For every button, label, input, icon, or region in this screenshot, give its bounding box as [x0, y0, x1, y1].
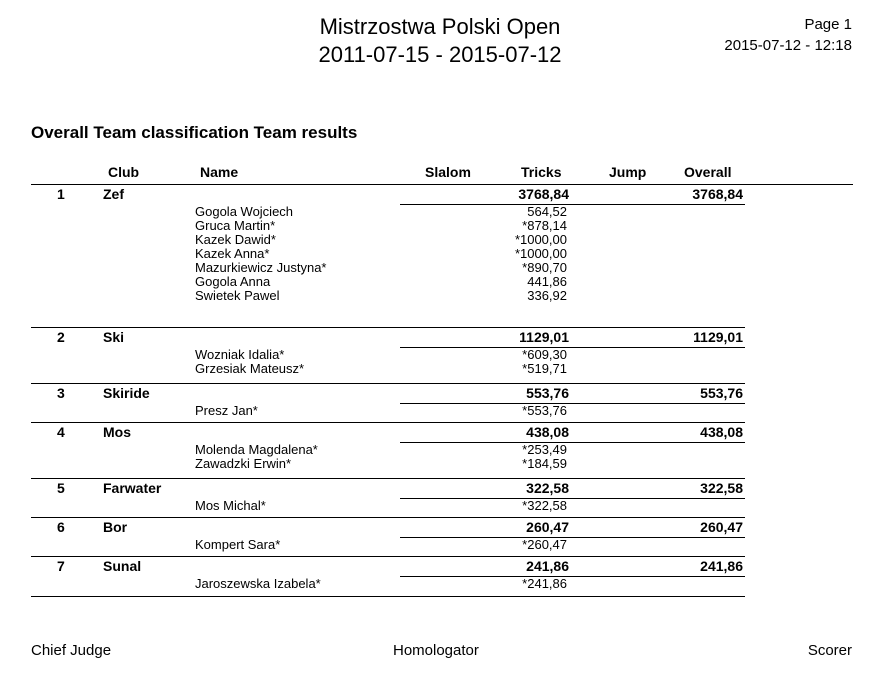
team-club: Farwater [103, 480, 162, 496]
member-name: Mazurkiewicz Justyna* [195, 260, 327, 275]
chief-judge-label: Chief Judge [31, 642, 112, 659]
team-club: Mos [103, 424, 131, 440]
member-name: Swietek Pawel [195, 288, 280, 303]
member-name: Kompert Sara* [195, 537, 281, 552]
member-name: Jaroszewska Izabela* [195, 576, 321, 591]
print-timestamp: 2015-07-12 - 12:18 [724, 37, 852, 54]
team-total-rule [400, 204, 745, 205]
team-separator-rule [31, 478, 745, 479]
team-tricks-total: 241,86 [526, 558, 569, 574]
homologator-label: Homologator [393, 642, 479, 659]
team-total-rule [400, 442, 745, 443]
team-tricks-total: 322,58 [526, 480, 569, 496]
member-name: Molenda Magdalena* [195, 442, 318, 457]
member-tricks: 441,86 [527, 274, 567, 289]
col-header-overall: Overall [684, 164, 732, 180]
member-name: Presz Jan* [195, 403, 258, 418]
team-separator-rule [31, 517, 745, 518]
member-tricks: *184,59 [522, 456, 567, 471]
team-total-rule [400, 403, 745, 404]
header-rule [31, 184, 853, 185]
team-rank: 5 [57, 480, 65, 496]
member-tricks: *322,58 [522, 498, 567, 513]
member-tricks: *519,71 [522, 361, 567, 376]
member-name: Wozniak Idalia* [195, 347, 285, 362]
member-tricks: *609,30 [522, 347, 567, 362]
team-tricks-total: 3768,84 [518, 186, 569, 202]
member-tricks: 564,52 [527, 204, 567, 219]
team-rank: 4 [57, 424, 65, 440]
col-header-club: Club [108, 164, 140, 180]
team-tricks-total: 260,47 [526, 519, 569, 535]
team-rank: 3 [57, 385, 65, 401]
team-club: Skiride [103, 385, 150, 401]
team-tricks-total: 1129,01 [519, 329, 569, 345]
member-name: Grzesiak Mateusz* [195, 361, 305, 376]
team-club: Bor [103, 519, 128, 535]
page-number: Page 1 [804, 16, 852, 33]
team-total-rule [400, 347, 745, 348]
team-rank: 7 [57, 558, 65, 574]
team-overall-total: 1129,01 [693, 329, 743, 345]
team-tricks-total: 438,08 [526, 424, 569, 440]
member-tricks: 336,92 [527, 288, 567, 303]
member-tricks: *1000,00 [514, 232, 567, 247]
team-overall-total: 241,86 [700, 558, 743, 574]
team-total-rule [400, 498, 745, 499]
member-tricks: *253,49 [522, 442, 567, 457]
scorer-label: Scorer [807, 642, 852, 659]
team-separator-rule [31, 422, 745, 423]
team-rank: 6 [57, 519, 65, 535]
team-club: Sunal [103, 558, 142, 574]
col-header-slalom: Slalom [425, 164, 471, 180]
team-overall-total: 3768,84 [692, 186, 743, 202]
member-tricks: *553,76 [522, 403, 567, 418]
event-title: Mistrzostwa Polski Open [319, 14, 561, 39]
team-tricks-total: 553,76 [526, 385, 569, 401]
member-tricks: *241,86 [522, 576, 567, 591]
member-tricks: *260,47 [522, 537, 567, 552]
col-header-name: Name [200, 164, 239, 180]
member-name: Gruca Martin* [195, 218, 276, 233]
table-bottom-rule [31, 596, 745, 597]
team-club: Zef [103, 186, 124, 202]
member-name: Zawadzki Erwin* [195, 456, 292, 471]
col-header-tricks: Tricks [521, 164, 562, 180]
team-separator-rule [31, 556, 745, 557]
team-club: Ski [103, 329, 125, 345]
member-name: Gogola Anna [195, 274, 271, 289]
team-separator-rule [31, 327, 745, 328]
team-total-rule [400, 576, 745, 577]
member-name: Kazek Anna* [195, 246, 270, 261]
member-tricks: *878,14 [522, 218, 567, 233]
team-overall-total: 260,47 [700, 519, 743, 535]
team-rank: 1 [57, 186, 65, 202]
member-name: Gogola Wojciech [195, 204, 294, 219]
report-title: Overall Team classification Team results [31, 123, 358, 142]
event-date-range: 2011-07-15 - 2015-07-12 [318, 42, 562, 67]
team-overall-total: 553,76 [700, 385, 743, 401]
member-name: Mos Michal* [195, 498, 266, 513]
member-tricks: *1000,00 [514, 246, 567, 261]
team-overall-total: 438,08 [700, 424, 743, 440]
team-overall-total: 322,58 [700, 480, 743, 496]
member-name: Kazek Dawid* [195, 232, 276, 247]
col-header-jump: Jump [609, 164, 647, 180]
team-separator-rule [31, 383, 745, 384]
team-rank: 2 [57, 329, 65, 345]
team-total-rule [400, 537, 745, 538]
member-tricks: *890,70 [522, 260, 567, 275]
